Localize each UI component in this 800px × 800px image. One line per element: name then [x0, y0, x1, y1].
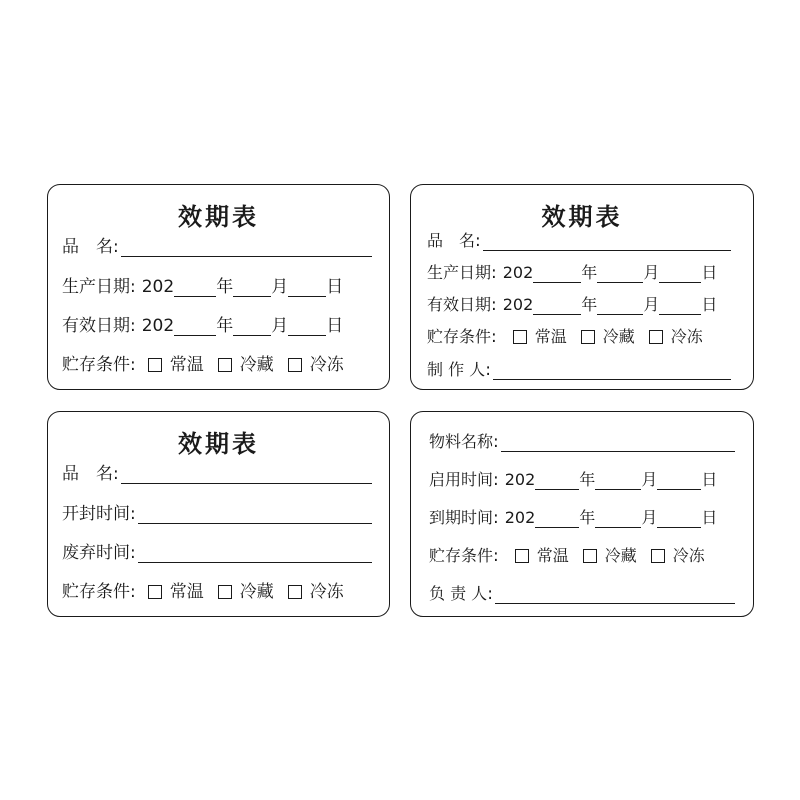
product-name-row: [427, 231, 731, 251]
colon: :: [485, 360, 491, 380]
month-unit: 月: [643, 263, 660, 282]
owner-field[interactable]: [495, 585, 735, 604]
year-prefix: 202: [141, 316, 175, 336]
option-normal-temp[interactable]: [148, 355, 204, 375]
month-blank[interactable]: [595, 509, 641, 528]
day-unit: 日: [701, 263, 718, 282]
colon: :: [475, 231, 481, 251]
expiry-date-row: [62, 316, 343, 336]
checkbox[interactable]: [218, 358, 232, 372]
product-name-label: 品 名: [62, 464, 113, 484]
option-frozen[interactable]: [288, 582, 344, 602]
checkbox[interactable]: [148, 358, 162, 372]
month-blank[interactable]: [597, 264, 643, 283]
day-blank[interactable]: [659, 264, 701, 283]
year-unit: 年: [216, 277, 234, 297]
colon: :: [491, 327, 497, 347]
production-date-label: 生产日期: [427, 263, 492, 282]
colon: :: [493, 432, 499, 452]
option-label: 冷冻: [309, 582, 344, 602]
production-date-label: 生产日期: [62, 277, 130, 297]
day-blank[interactable]: [659, 296, 701, 315]
option-normal-temp[interactable]: [513, 327, 567, 347]
material-name-label: 物料名称: [429, 432, 494, 451]
option-label: 常温: [536, 546, 569, 565]
month-unit: 月: [641, 508, 658, 527]
month-unit: 月: [641, 470, 658, 489]
option-refrigerated[interactable]: [218, 582, 274, 602]
month-unit: 月: [643, 295, 660, 314]
discard-time-label: 废弃时间: [62, 543, 130, 563]
checkbox[interactable]: [583, 549, 597, 563]
card-title: 效期表: [178, 430, 259, 458]
colon: :: [130, 316, 136, 336]
month-blank[interactable]: [595, 471, 641, 490]
open-time-label: 开封时间: [62, 504, 130, 524]
colon: :: [113, 237, 119, 257]
checkbox[interactable]: [649, 330, 663, 344]
option-label: 冷藏: [239, 355, 274, 375]
production-date-row: [62, 277, 343, 297]
year-unit: 年: [216, 316, 234, 336]
discard-time-field[interactable]: [138, 544, 372, 563]
card-title: 效期表: [541, 203, 623, 231]
product-name-field[interactable]: [121, 238, 372, 257]
checkbox[interactable]: [513, 330, 527, 344]
year-unit: 年: [579, 508, 596, 527]
year-unit: 年: [579, 470, 596, 489]
expiry-date-label: 有效日期: [427, 295, 492, 314]
option-label: 常温: [169, 355, 204, 375]
year-blank[interactable]: [174, 317, 216, 336]
year-blank[interactable]: [535, 471, 579, 490]
checkbox[interactable]: [288, 585, 302, 599]
year-prefix: 202: [502, 295, 534, 314]
option-frozen[interactable]: [288, 355, 344, 375]
colon: :: [493, 470, 499, 490]
storage-label: 贮存条件: [427, 327, 492, 346]
colon: :: [491, 295, 497, 315]
product-name-label: 品 名: [62, 237, 113, 257]
year-unit: 年: [581, 295, 598, 314]
day-blank[interactable]: [657, 471, 701, 490]
material-name-row: [429, 432, 735, 452]
option-refrigerated[interactable]: [583, 546, 637, 566]
start-time-row: [429, 470, 717, 490]
storage-row: [62, 355, 344, 375]
year-blank[interactable]: [174, 278, 216, 297]
month-unit: 月: [271, 277, 289, 297]
day-blank[interactable]: [288, 278, 326, 297]
colon: :: [113, 464, 119, 484]
year-unit: 年: [581, 263, 598, 282]
product-name-label: 品 名: [427, 231, 476, 250]
start-time-label: 启用时间: [429, 470, 494, 489]
option-normal-temp[interactable]: [148, 582, 204, 602]
year-blank[interactable]: [533, 296, 581, 315]
option-label: 常温: [534, 327, 567, 346]
maker-label: 制 作 人: [427, 360, 486, 379]
expiry-label-card-1: [47, 184, 390, 390]
open-time-row: [62, 504, 372, 524]
checkbox[interactable]: [651, 549, 665, 563]
production-date-row: [427, 263, 717, 283]
expiry-date-label: 有效日期: [62, 316, 130, 336]
checkbox[interactable]: [515, 549, 529, 563]
option-refrigerated[interactable]: [218, 355, 274, 375]
option-label: 冷藏: [602, 327, 635, 346]
option-frozen[interactable]: [649, 327, 703, 347]
storage-row: [429, 546, 705, 566]
storage-row: [62, 582, 344, 602]
option-refrigerated[interactable]: [581, 327, 635, 347]
month-unit: 月: [271, 316, 289, 336]
colon: :: [130, 543, 136, 563]
option-label: 冷冻: [670, 327, 703, 346]
expiry-label-card-2: [410, 184, 754, 390]
option-label: 冷藏: [604, 546, 637, 565]
card-title: 效期表: [178, 203, 259, 231]
owner-row: [429, 584, 735, 604]
day-blank[interactable]: [657, 509, 701, 528]
checkbox[interactable]: [148, 585, 162, 599]
year-blank[interactable]: [535, 509, 579, 528]
colon: :: [130, 582, 136, 602]
maker-row: [427, 360, 731, 380]
material-name-field[interactable]: [501, 433, 735, 452]
option-normal-temp[interactable]: [515, 546, 569, 566]
product-name-row: [62, 464, 372, 484]
year-blank[interactable]: [533, 264, 581, 283]
colon: :: [130, 504, 136, 524]
year-prefix: 202: [502, 263, 534, 282]
storage-label: 贮存条件: [62, 355, 130, 375]
month-blank[interactable]: [233, 317, 271, 336]
product-name-field[interactable]: [121, 465, 372, 484]
day-blank[interactable]: [288, 317, 326, 336]
month-blank[interactable]: [597, 296, 643, 315]
storage-label: 贮存条件: [429, 546, 494, 565]
expiry-label-card-3: [47, 411, 390, 617]
colon: :: [130, 277, 136, 297]
colon: :: [491, 263, 497, 283]
option-label: 冷藏: [239, 582, 274, 602]
maker-field[interactable]: [493, 361, 731, 380]
year-prefix: 202: [504, 470, 536, 489]
colon: :: [493, 508, 499, 528]
option-label: 常温: [169, 582, 204, 602]
day-unit: 日: [326, 277, 344, 297]
checkbox[interactable]: [218, 585, 232, 599]
product-name-field[interactable]: [483, 232, 731, 251]
product-name-row: [62, 237, 372, 257]
year-prefix: 202: [504, 508, 536, 527]
material-label-card-4: [410, 411, 754, 617]
checkbox[interactable]: [288, 358, 302, 372]
colon: :: [487, 584, 493, 604]
expire-time-row: [429, 508, 717, 528]
checkbox[interactable]: [581, 330, 595, 344]
day-unit: 日: [701, 295, 718, 314]
colon: :: [130, 355, 136, 375]
colon: :: [493, 546, 499, 566]
open-time-field[interactable]: [138, 505, 372, 524]
year-prefix: 202: [141, 277, 175, 297]
owner-label: 负 责 人: [429, 584, 488, 603]
day-unit: 日: [701, 508, 718, 527]
storage-row: [427, 327, 703, 347]
option-label: 冷冻: [672, 546, 705, 565]
day-unit: 日: [701, 470, 718, 489]
expiry-date-row: [427, 295, 717, 315]
option-label: 冷冻: [309, 355, 344, 375]
storage-label: 贮存条件: [62, 582, 130, 602]
month-blank[interactable]: [233, 278, 271, 297]
discard-time-row: [62, 543, 372, 563]
option-frozen[interactable]: [651, 546, 705, 566]
day-unit: 日: [326, 316, 344, 336]
expire-time-label: 到期时间: [429, 508, 494, 527]
